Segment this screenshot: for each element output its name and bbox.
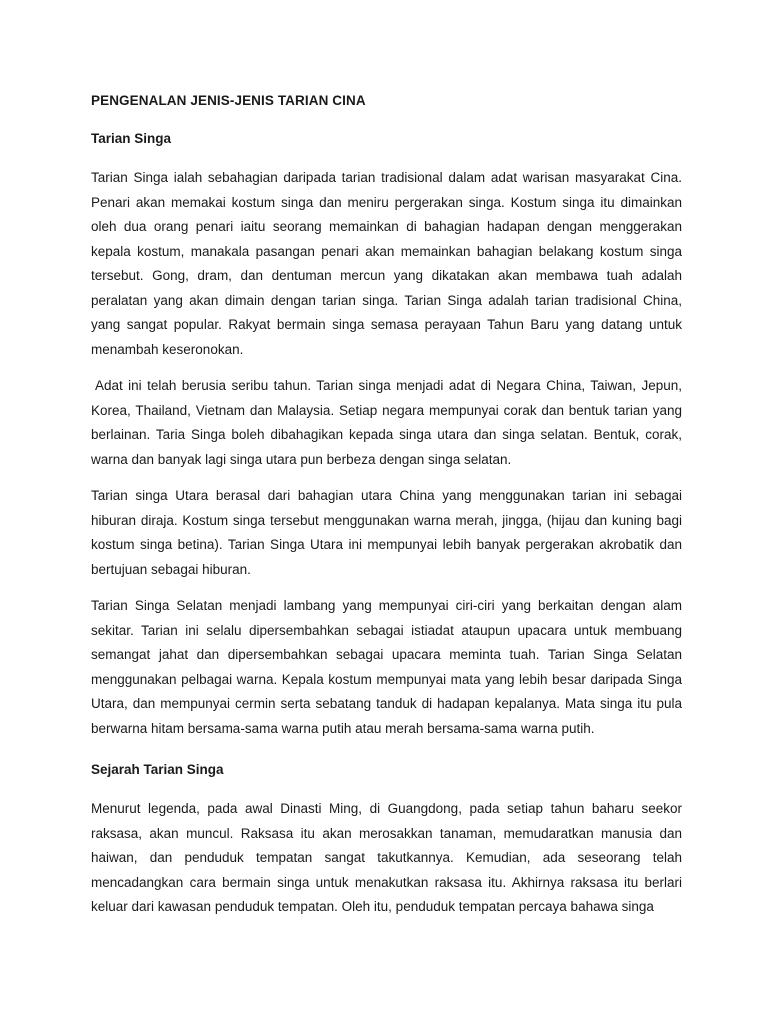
paragraph-legend: Menurut legenda, pada awal Dinasti Ming, di Guangdong, pada setiap tahun baharu seekor raksasa, akan muncul. Raksasa itu akan merosakkan tanaman, memudaratkan manusia dan haiwan, dan penduduk tempatan sangat takutkannya. Kemudian, ada seseorang telah mencadangkan cara bermain singa untuk menakutkan raksasa itu. Akhirnya raksasa itu berlari keluar dari kawasan penduduk tempatan. Oleh itu, penduduk tempatan percaya bahawa singa [91,801,682,914]
paragraph-introduction: Tarian Singa ialah sebahagian daripada tarian tradisional dalam adat warisan masyarakat Cina. Penari akan memakai kostum singa dan meniru pergerakan singa. Kostum singa itu dimainkan oleh dua orang penari iaitu seorang memainkan di bahagian hadapan dengan menggerakan kepala kostum, manakala pasangan penari akan memainkan bahagian belakang kostum singa tersebut. Gong, dram, dan dentuman mercun yang dikatakan akan membawa tuah adalah peralatan yang akan dimain dengan tarian singa. Tarian Singa adalah tarian tradisional China, yang sangat popular. Rakyat bermain singa semasa perayaan Tahun Baru yang datang untuk menambah keseronokan. [91,170,682,357]
paragraph-northern-lion: Tarian singa Utara berasal dari bahagian utara China yang menggunakan tarian ini sebagai hiburan diraja. Kostum singa tersebut menggunakan warna merah, jingga, (hijau dan kuning bagi kostum singa betina). Tarian Singa Utara ini mempunyai lebih banyak pergerakan akrobatik dan bertujuan sebagai hiburan. [91,488,682,577]
paragraph-southern-lion: Tarian Singa Selatan menjadi lambang yang mempunyai ciri-ciri yang berkaitan dengan alam sekitar. Tarian ini selalu dipersembahkan sebagai istiadat ataupun upacara untuk membuang semangat jahat dan dipersembahkan sebagai upacara meminta tuah. Tarian Singa Selatan menggunakan pelbagai warna. Kepala kostum mempunyai mata yang lebih besar daripada Singa Utara, dan mempunyai cermin serta sebatang tanduk di hadapan kepalanya. Mata singa itu pula berwarna hitam bersama-sama warna putih atau merah bersama-sama warna putih. [91,598,682,736]
paragraph-history-countries: Adat ini telah berusia seribu tahun. Tarian singa menjadi adat di Negara China, Taiwan, Jepun, Korea, Thailand, Vietnam dan Malaysia. Setiap negara mempunyai corak dan bentuk tarian yang berlainan. Taria Singa boleh dibahagikan kepada singa utara dan singa selatan. Bentuk, corak, warna dan banyak lagi singa utara pun berbeza dengan singa selatan. [91,378,682,467]
document-title: PENGENALAN JENIS-JENIS TARIAN CINA [91,93,366,108]
section-heading-sejarah: Sejarah Tarian Singa [91,762,224,777]
document-page [91,92,682,932]
section-heading-tarian-singa: Tarian Singa [91,131,172,146]
